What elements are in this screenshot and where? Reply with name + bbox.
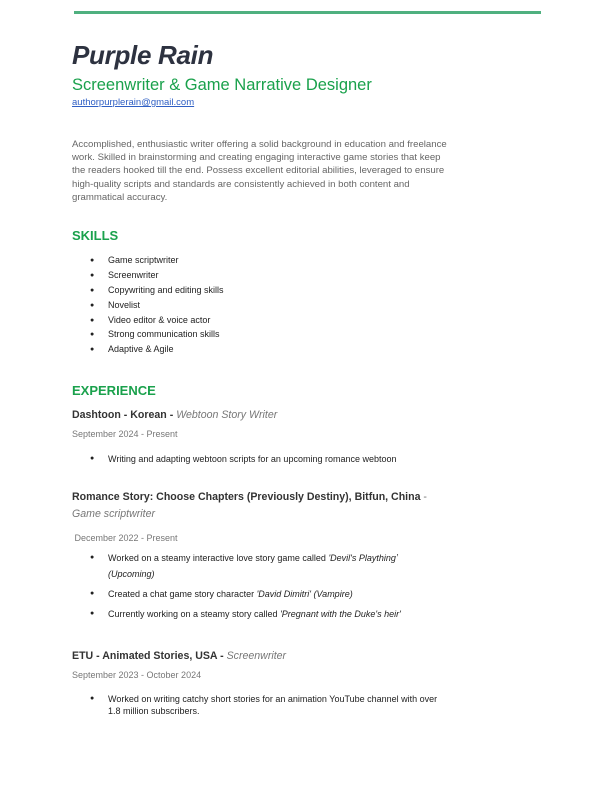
job-bullets <box>90 550 440 622</box>
job-company: Romance Story: Choose Chapters (Previously Destiny), Bitfun, China <box>72 491 421 503</box>
experience-heading: EXPERIENCE <box>72 383 156 398</box>
skill-item: ● Novelist <box>90 299 224 314</box>
job-company: ETU - Animated Stories, USA - <box>72 650 227 662</box>
job-bullets <box>90 451 397 467</box>
job-bullet: ● Worked on a steamy interactive love story game called 'Devil's Playthingʼ (Upcoming) <box>90 550 440 582</box>
job-dates: September 2023 - October 2024 <box>72 670 202 680</box>
candidate-name: Purple Rain <box>72 40 214 70</box>
skill-item: ● Game scriptwriter <box>90 254 224 269</box>
skills-heading: SKILLS <box>72 228 119 243</box>
job-title: Game scriptwriter <box>72 508 155 520</box>
skill-item: ● Screenwriter <box>90 269 224 284</box>
skill-item: ● Video editor & voice actor <box>90 314 224 329</box>
job-title: Webtoon Story Writer <box>176 409 278 421</box>
job-role-title: Screenwriter & Game Narrative Designer <box>72 76 372 94</box>
job-company: Dashtoon - Korean - <box>72 409 177 421</box>
skill-item: ● Strong communication skills <box>90 328 224 343</box>
job-bullets <box>90 693 450 717</box>
email-link[interactable]: authorpurplerain@gmail.com <box>72 97 195 108</box>
skills-list <box>90 254 224 358</box>
job-bullet: ● Currently working on a steamy story called 'Pregnant with the Duke's heir' <box>90 606 440 622</box>
job-bullet: ● Created a chat game story character 'David Dimitri' (Vampire) <box>90 586 440 602</box>
job-bullet: ● Worked on writing catchy short stories for an animation YouTube channel with over 1.8 million subscribers. <box>90 693 450 717</box>
top-divider <box>74 11 541 14</box>
job-header <box>72 407 452 424</box>
job-header: Romance Story: Choose Chapters (Previously Destiny), Bitfun, China - Game scriptwriter <box>72 491 427 520</box>
summary-paragraph: Accomplished, enthusiastic writer offering a solid background in education and freelance work. Skilled in brainstorming and creating engaging interactive game stories that keep the readers hooked till the end. Possess excellent editorial abilities, leveraged to ensure high-quality scripts and standards are consistently achieved in both content and grammatical accuracy. <box>72 139 447 203</box>
skill-item: ● Copywriting and editing skills <box>90 284 224 299</box>
job-dates: December 2022 - Present <box>72 533 178 543</box>
job-title: Screenwriter <box>226 650 287 662</box>
skill-item: ● Adaptive & Agile <box>90 343 224 358</box>
job-header <box>72 648 452 665</box>
job-bullet: ● Writing and adapting webtoon scripts for an upcoming romance webtoon <box>90 451 397 467</box>
job-dates: September 2024 - Present <box>72 429 178 439</box>
